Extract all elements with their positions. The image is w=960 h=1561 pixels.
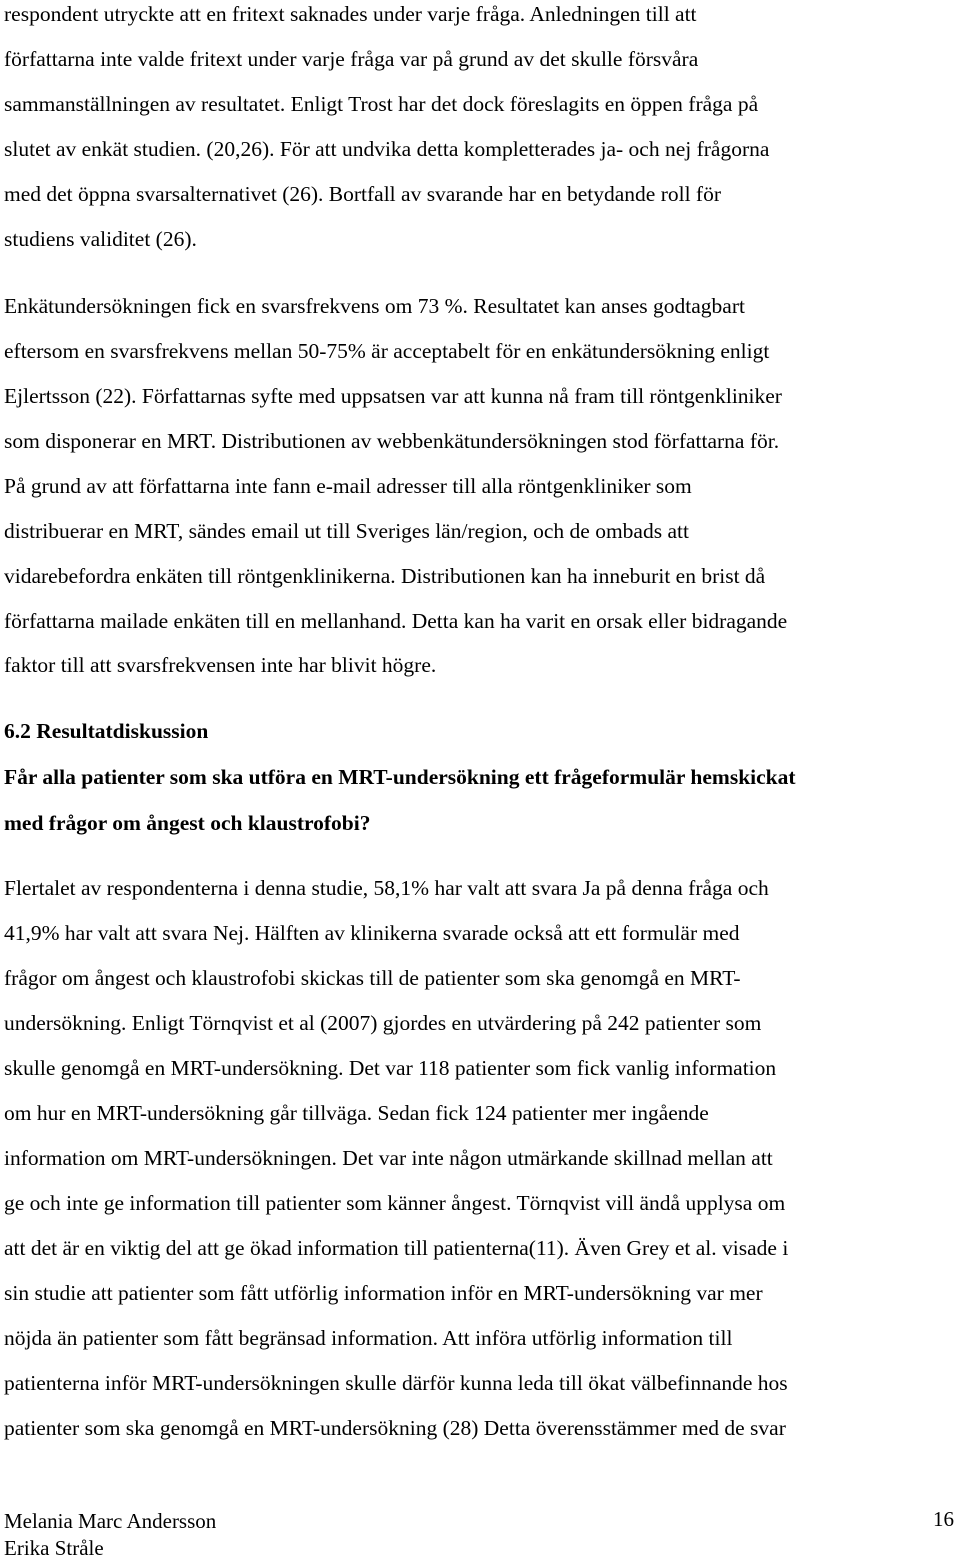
text-line: med det öppna svarsalternativet (26). Bortfall av svarande har en betydande roll för [4,182,721,206]
text-line: 41,9% har valt att svara Nej. Hälften av klinikerna svarade också att ett formulär med [4,921,740,945]
text-line: patienter som ska genomgå en MRT-undersökning (28) Detta överensstämmer med de svar [4,1416,786,1440]
question-heading-line: Får alla patienter som ska utföra en MRT-undersökning ett frågeformulär hemskickat [4,765,796,789]
text-line: om hur en MRT-undersökning går tillväga. Sedan fick 124 patienter mer ingående [4,1101,709,1125]
text-line: författarna inte valde fritext under varje fråga var på grund av det skulle försvåra [4,47,699,71]
section-heading: 6.2 Resultatdiskussion [4,719,209,743]
text-line: respondent utryckte att en fritext saknades under varje fråga. Anledningen till att [4,2,697,26]
footer-author: Erika Stråle [4,1536,104,1560]
text-line: sin studie att patienter som fått utförlig information inför en MRT-undersökning var mer [4,1281,763,1305]
text-line: eftersom en svarsfrekvens mellan 50-75% är acceptabelt för en enkätundersökning enligt [4,339,770,363]
text-line: vidarebefordra enkäten till röntgenklinikerna. Distributionen kan ha inneburit en brist då [4,564,766,588]
page-number: 16 [933,1507,954,1531]
text-line: ge och inte ge information till patienter som känner ångest. Törnqvist vill ändå upplysa om [4,1191,786,1215]
text-line: Flertalet av respondenterna i denna studie, 58,1% har valt att svara Ja på denna fråga och [4,876,769,900]
text-line: undersökning. Enligt Törnqvist et al (2007) gjordes en utvärdering på 242 patienter som [4,1011,762,1035]
text-line: information om MRT-undersökningen. Det var inte någon utmärkande skillnad mellan att [4,1146,773,1170]
text-line: författarna mailade enkäten till en mellanhand. Detta kan ha varit en orsak eller bidragande [4,609,788,633]
text-line: patienterna inför MRT-undersökningen skulle därför kunna leda till ökat välbefinnande hos [4,1371,788,1395]
text-line: nöjda än patienter som fått begränsad information. Att införa utförlig information till [4,1326,733,1350]
text-line: sammanställningen av resultatet. Enligt Trost har det dock föreslagits en öppen fråga på [4,92,759,116]
text-line: faktor till att svarsfrekvensen inte har blivit högre. [4,653,437,677]
text-line: som disponerar en MRT. Distributionen av webbenkätundersökningen stod författarna för. [4,429,780,453]
text-line: Enkätundersökningen fick en svarsfrekvens om 73 %. Resultatet kan anses godtagbart [4,294,745,318]
text-line: slutet av enkät studien. (20,26). För att undvika detta kompletterades ja- och nej frågorna [4,137,770,161]
footer-author: Melania Marc Andersson [4,1509,217,1533]
text-line: distribuerar en MRT, sändes email ut till Sveriges län/region, och de ombads att [4,519,689,543]
text-line: frågor om ångest och klaustrofobi skickas till de patienter som ska genomgå en MRT- [4,966,741,990]
text-line: Ejlertsson (22). Författarnas syfte med uppsatsen var att kunna nå fram till röntgenkliniker [4,384,782,408]
text-line: studiens validitet (26). [4,227,197,251]
text-line: att det är en viktig del att ge ökad information till patienterna(11). Även Grey et al. visade i [4,1236,789,1260]
question-heading-line: med frågor om ångest och klaustrofobi? [4,811,371,835]
text-line: På grund av att författarna inte fann e-mail adresser till alla röntgenkliniker som [4,474,692,498]
text-line: skulle genomgå en MRT-undersökning. Det var 118 patienter som fick vanlig information [4,1056,777,1080]
